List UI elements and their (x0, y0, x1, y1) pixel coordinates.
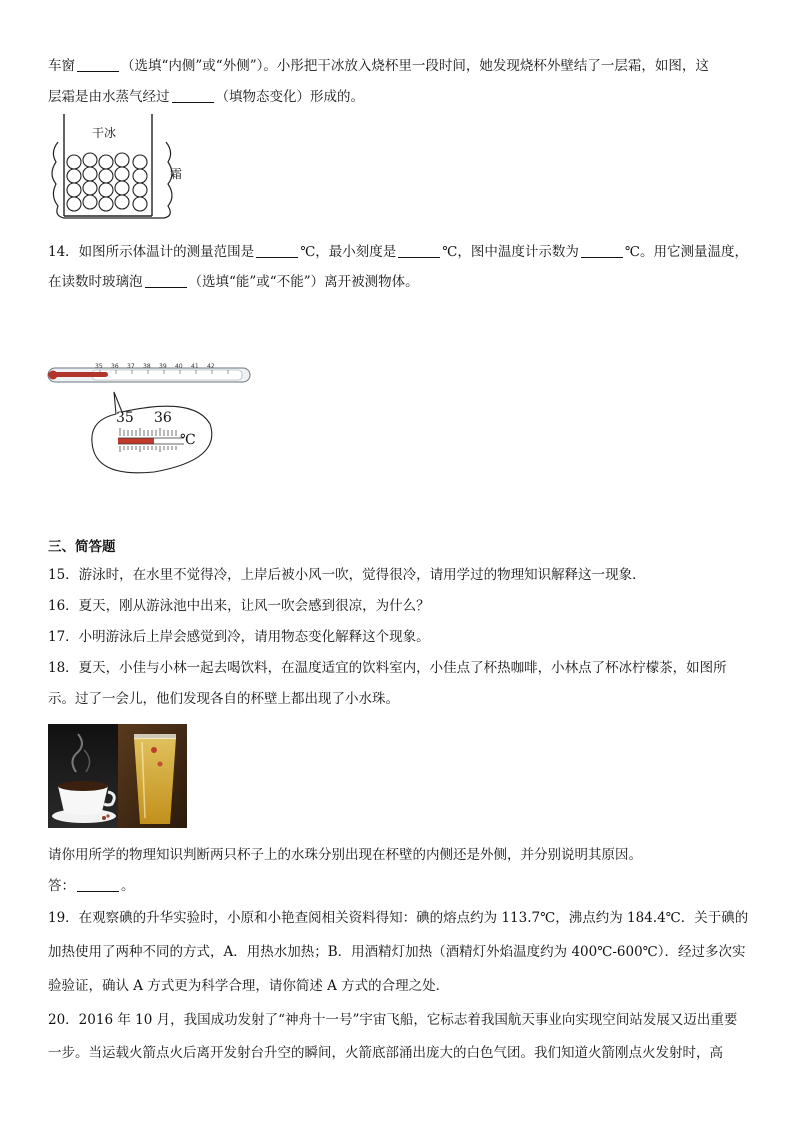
section-title: 三、简答题 (48, 539, 116, 555)
q18-line-2: 示。过了一会儿，他们发现各自的杯壁上都出现了小水珠。 (48, 691, 399, 707)
q19-line-2: 加热使用了两种不同的方式，A．用热水加热；B．用酒精灯加热（酒精灯外焰温度约为 400℃-600℃）．经过多次实 (48, 944, 746, 960)
zoom-tick-35: 35 (116, 410, 134, 426)
answer-blank[interactable] (256, 243, 298, 258)
q13-line-2: 层霜是由水蒸气经过 （填物态变化）形成的。 (48, 89, 364, 105)
q15: 15．游泳时，在水里不觉得冷，上岸后被小风一吹，觉得很冷，请用学过的物理知识解释这一现象． (48, 567, 646, 583)
zoom-tick-36: 36 (154, 410, 172, 426)
answer-blank[interactable] (145, 273, 187, 288)
q19-line-1: 19．在观察碘的升华实验时，小原和小艳查阅相关资料得知：碘的熔点约为 113.7℃，沸点约为 184.4℃．关于碘的 (48, 910, 749, 926)
q20-line-2: 一步。当运载火箭点火后离开发射台升空的瞬间，火箭底部涌出庞大的白色气团。我们知道火箭刚点火发射时，高 (48, 1045, 723, 1061)
q18-line-1: 18．夏天，小佳与小林一起去喝饮料，在温度适宜的饮料室内，小佳点了杯热咖啡，小林点了杯冰柠檬茶，如图所 (48, 660, 727, 676)
answer-blank[interactable] (77, 57, 119, 72)
answer-blank[interactable] (581, 243, 623, 258)
dry-ice-label: 干冰 (92, 126, 117, 140)
answer-blank[interactable] (77, 877, 119, 892)
q13-line-1: 车窗 （选填“内侧”或“外侧”）。小彤把干冰放入烧杯里一段时间，她发现烧杯外壁结了一层霜，如图，这 (48, 58, 709, 74)
frost-label: 霜 (170, 167, 183, 181)
q16: 16．夏天，刚从游泳池中出来，让风一吹会感到很凉，为什么？ (48, 598, 430, 614)
q14-line-1: 14．如图所示体温计的测量范围是 ℃，最小刻度是 ℃，图中温度计示数为 ℃。用它测量温度， (48, 244, 749, 260)
q14-line-2: 在读数时玻璃泡 （选填“能”或“不能”）离开被测物体。 (48, 274, 419, 290)
coffee-and-iced-tea-photo (48, 724, 187, 828)
q18-line-3: 请你用所学的物理知识判断两只杯子上的水珠分别出现在杯壁的内侧还是外侧，并分别说明其原因。 (48, 847, 642, 863)
answer-blank[interactable] (398, 243, 440, 258)
thermometer-figure (44, 362, 256, 482)
q19-line-3: 验验证，确认 A 方式更为科学合理，请你简述 A 方式的合理之处． (48, 978, 450, 994)
q18-answer: 答： 。 (48, 878, 135, 894)
zoom-unit: ℃ (180, 432, 196, 448)
answer-blank[interactable] (172, 88, 214, 103)
q17: 17．小明游泳后上岸会感觉到冷，请用物态变化解释这个现象。 (48, 629, 430, 645)
q20-line-1: 20．2016 年 10 月，我国成功发射了“神舟十一号”宇宙飞船，它标志着我国航天事业向实现空间站发展又迈出重要 (48, 1012, 738, 1028)
